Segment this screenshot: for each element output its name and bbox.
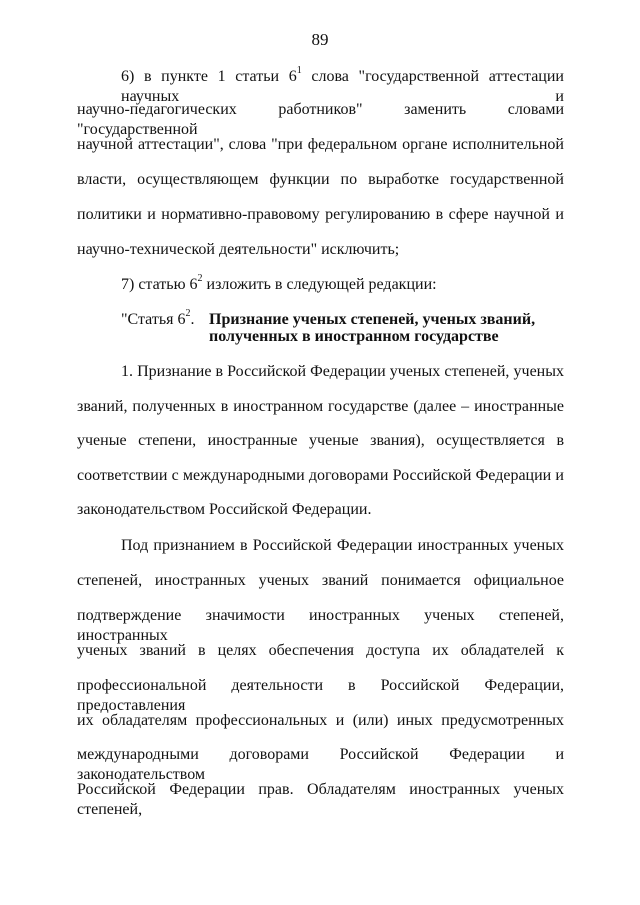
article-label-sup: 2: [185, 307, 191, 319]
paragraph2-line-5: профессиональной деятельности в Российской Федерации, предоставления: [77, 677, 564, 714]
paragraph2-line-3: подтверждение значимости иностранных ученых степеней, иностранных: [77, 607, 564, 644]
paragraph1-line-1: 1. Признание в Российской Федерации ученых степеней, ученых: [121, 363, 564, 380]
article-title-line-1: Признание ученых степеней, ученых званий,: [209, 311, 536, 328]
paragraph2-line-1: Под признанием в Российской Федерации иностранных ученых: [121, 537, 564, 554]
item6-line-3: научной аттестации", слова "при федеральном органе исполнительной: [77, 136, 564, 153]
paragraph2-line-8: Российской Федерации прав. Обладателям иностранных ученых степеней,: [77, 781, 564, 818]
item7-pre: 7) статью 6: [121, 276, 198, 293]
paragraph2-line-6: их обладателям профессиональных и (или) иных предусмотренных: [77, 712, 564, 729]
article-label-pre: "Статья 6: [121, 311, 186, 328]
page-number: 89: [311, 30, 329, 49]
item6-line-4: власти, осуществляющем функции по выработке государственной: [77, 171, 564, 188]
paragraph1-line-3: ученые степени, иностранные ученые звания), осуществляется в: [77, 432, 564, 449]
item6-line-5: политики и нормативно-правовому регулированию в сфере научной и: [77, 206, 564, 223]
article-label: [121, 307, 195, 330]
article-label-post: .: [190, 311, 195, 328]
paragraph2-line-4: ученых званий в целях обеспечения доступа их обладателей к: [77, 642, 564, 659]
item6-line-1-post: слова "государственной аттестации научных и: [121, 68, 564, 105]
paragraph1-line-2: званий, полученных в иностранном государстве (далее – иностранные: [77, 398, 564, 415]
item6-line-1-pre: 6) в пункте 1 статьи 6: [121, 68, 297, 85]
item6-line-1-sup: 1: [296, 64, 302, 76]
item7-sup: 2: [197, 272, 203, 284]
item6-line-6: научно-технической деятельности" исключить;: [77, 241, 400, 258]
item7-line: [121, 272, 437, 295]
paragraph1-line-5: законодательством Российской Федерации.: [77, 501, 372, 518]
item6-line-2: научно-педагогических работников" заменить словами "государственной: [77, 101, 564, 138]
paragraph2-line-2: степеней, иностранных ученых званий понимается официальное: [77, 572, 564, 589]
paragraph2-line-7: международными договорами Российской Федерации и законодательством: [77, 746, 564, 783]
paragraph1-line-4: соответствии с международными договорами Российской Федерации и: [77, 467, 564, 484]
item7-post: изложить в следующей редакции:: [202, 276, 437, 293]
article-title-line-2: полученных в иностранном государстве: [209, 328, 499, 345]
